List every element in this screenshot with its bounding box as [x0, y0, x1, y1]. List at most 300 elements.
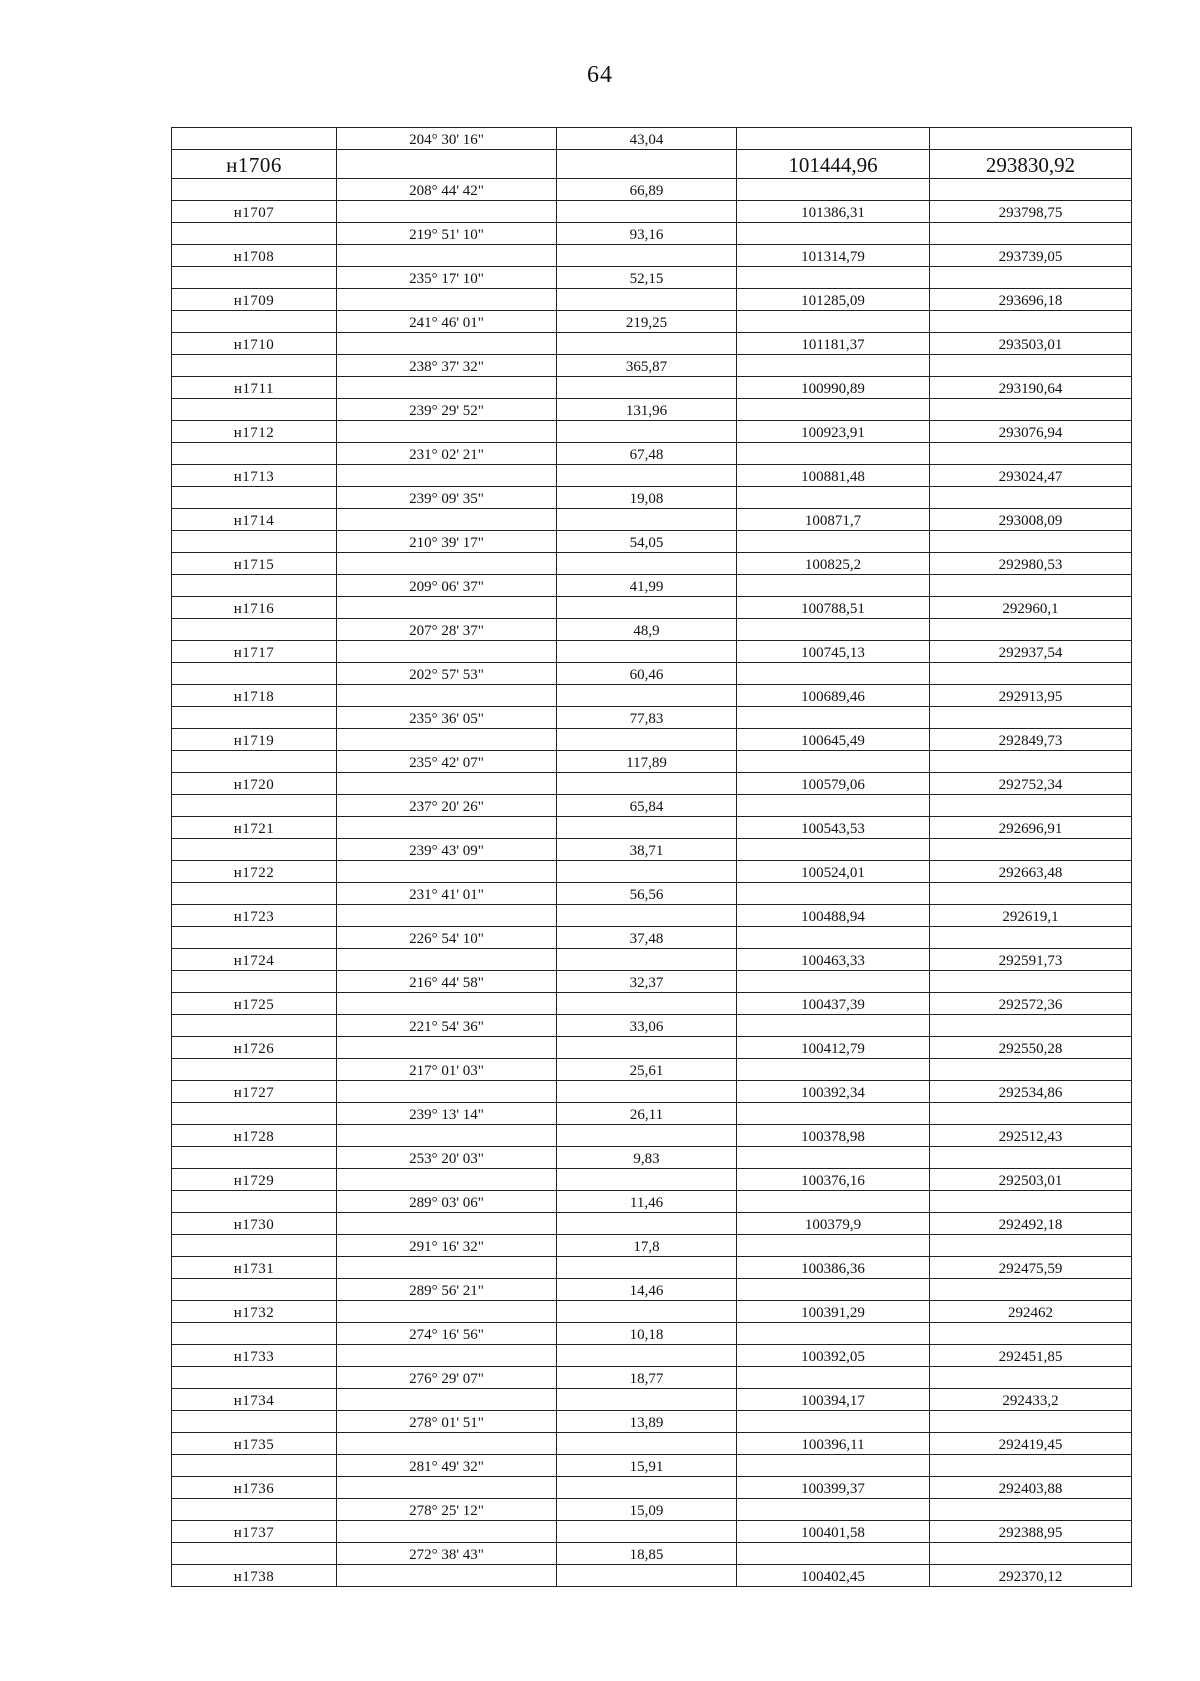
x-coordinate-cell [737, 1455, 930, 1477]
distance-cell [557, 817, 737, 839]
y-coordinate-cell [930, 1455, 1132, 1477]
angle-cell [337, 1389, 557, 1411]
x-coordinate-cell [737, 1367, 930, 1389]
y-coordinate-cell: 293076,94 [930, 421, 1132, 443]
distance-cell: 117,89 [557, 751, 737, 773]
x-coordinate-cell [737, 663, 930, 685]
angle-cell: 291° 16' 32" [337, 1235, 557, 1257]
x-coordinate-cell [737, 575, 930, 597]
table-row [172, 795, 1132, 817]
distance-cell [557, 1389, 737, 1411]
point-cell [172, 1367, 337, 1389]
y-coordinate-cell [930, 1543, 1132, 1565]
point-cell: н1738 [172, 1565, 337, 1587]
distance-cell [557, 150, 737, 179]
point-cell: н1735 [172, 1433, 337, 1455]
point-cell [172, 1279, 337, 1301]
point-cell [172, 839, 337, 861]
x-coordinate-cell: 101444,96 [737, 150, 930, 179]
point-cell [172, 1411, 337, 1433]
distance-cell: 17,8 [557, 1235, 737, 1257]
x-coordinate-cell [737, 267, 930, 289]
y-coordinate-cell [930, 223, 1132, 245]
x-coordinate-cell: 100463,33 [737, 949, 930, 971]
angle-cell [337, 289, 557, 311]
y-coordinate-cell: 292960,1 [930, 597, 1132, 619]
distance-cell [557, 1433, 737, 1455]
angle-cell: 208° 44' 42" [337, 179, 557, 201]
y-coordinate-cell [930, 1323, 1132, 1345]
table-row [172, 355, 1132, 377]
angle-cell: 278° 25' 12" [337, 1499, 557, 1521]
table-row [172, 685, 1132, 707]
distance-cell [557, 1257, 737, 1279]
distance-cell: 18,85 [557, 1543, 737, 1565]
angle-cell: 239° 09' 35" [337, 487, 557, 509]
table-row [172, 1235, 1132, 1257]
y-coordinate-cell: 292550,28 [930, 1037, 1132, 1059]
y-coordinate-cell: 292503,01 [930, 1169, 1132, 1191]
y-coordinate-cell: 292419,45 [930, 1433, 1132, 1455]
angle-cell: 207° 28' 37" [337, 619, 557, 641]
angle-cell [337, 333, 557, 355]
angle-cell [337, 1257, 557, 1279]
distance-cell [557, 1565, 737, 1587]
table-row [172, 1147, 1132, 1169]
angle-cell: 235° 17' 10" [337, 267, 557, 289]
y-coordinate-cell: 293739,05 [930, 245, 1132, 267]
y-coordinate-cell [930, 1367, 1132, 1389]
distance-cell: 219,25 [557, 311, 737, 333]
point-cell [172, 487, 337, 509]
x-coordinate-cell: 100871,7 [737, 509, 930, 531]
y-coordinate-cell [930, 179, 1132, 201]
table-row [172, 641, 1132, 663]
y-coordinate-cell [930, 1103, 1132, 1125]
angle-cell [337, 949, 557, 971]
distance-cell [557, 1169, 737, 1191]
y-coordinate-cell: 292462 [930, 1301, 1132, 1323]
x-coordinate-cell: 100399,37 [737, 1477, 930, 1499]
x-coordinate-cell: 100376,16 [737, 1169, 930, 1191]
x-coordinate-cell: 100579,06 [737, 773, 930, 795]
table-row [172, 179, 1132, 201]
angle-cell [337, 1301, 557, 1323]
x-coordinate-cell [737, 311, 930, 333]
table-row [172, 949, 1132, 971]
angle-cell: 278° 01' 51" [337, 1411, 557, 1433]
angle-cell [337, 553, 557, 575]
point-cell [172, 619, 337, 641]
y-coordinate-cell: 292534,86 [930, 1081, 1132, 1103]
angle-cell [337, 729, 557, 751]
distance-cell [557, 245, 737, 267]
y-coordinate-cell [930, 751, 1132, 773]
x-coordinate-cell: 100990,89 [737, 377, 930, 399]
distance-cell [557, 685, 737, 707]
table-row [172, 245, 1132, 267]
point-cell: н1720 [172, 773, 337, 795]
distance-cell [557, 1125, 737, 1147]
x-coordinate-cell [737, 707, 930, 729]
y-coordinate-cell [930, 707, 1132, 729]
angle-cell: 289° 56' 21" [337, 1279, 557, 1301]
y-coordinate-cell: 293830,92 [930, 150, 1132, 179]
y-coordinate-cell [930, 1499, 1132, 1521]
point-cell: н1732 [172, 1301, 337, 1323]
x-coordinate-cell [737, 531, 930, 553]
point-cell: н1724 [172, 949, 337, 971]
x-coordinate-cell: 100543,53 [737, 817, 930, 839]
y-coordinate-cell [930, 355, 1132, 377]
distance-cell: 43,04 [557, 128, 737, 150]
table-row [172, 729, 1132, 751]
point-cell: н1707 [172, 201, 337, 223]
angle-cell: 217° 01' 03" [337, 1059, 557, 1081]
distance-cell: 65,84 [557, 795, 737, 817]
table-row [172, 1279, 1132, 1301]
point-cell [172, 128, 337, 150]
y-coordinate-cell [930, 839, 1132, 861]
angle-cell [337, 597, 557, 619]
x-coordinate-cell [737, 399, 930, 421]
table-row [172, 1125, 1132, 1147]
point-cell [172, 883, 337, 905]
y-coordinate-cell [930, 1191, 1132, 1213]
y-coordinate-cell [930, 487, 1132, 509]
angle-cell [337, 685, 557, 707]
point-cell [172, 927, 337, 949]
y-coordinate-cell [930, 795, 1132, 817]
distance-cell [557, 421, 737, 443]
y-coordinate-cell: 292388,95 [930, 1521, 1132, 1543]
x-coordinate-cell: 100402,45 [737, 1565, 930, 1587]
x-coordinate-cell [737, 355, 930, 377]
angle-cell: 209° 06' 37" [337, 575, 557, 597]
angle-cell: 231° 02' 21" [337, 443, 557, 465]
point-cell: н1727 [172, 1081, 337, 1103]
x-coordinate-cell [737, 1015, 930, 1037]
y-coordinate-cell: 292403,88 [930, 1477, 1132, 1499]
point-cell [172, 795, 337, 817]
distance-cell: 15,09 [557, 1499, 737, 1521]
y-coordinate-cell: 292492,18 [930, 1213, 1132, 1235]
table-row [172, 443, 1132, 465]
table-row [172, 1213, 1132, 1235]
point-cell: н1728 [172, 1125, 337, 1147]
distance-cell [557, 1213, 737, 1235]
distance-cell: 18,77 [557, 1367, 737, 1389]
x-coordinate-cell [737, 1411, 930, 1433]
angle-cell: 202° 57' 53" [337, 663, 557, 685]
y-coordinate-cell: 293024,47 [930, 465, 1132, 487]
x-coordinate-cell: 100524,01 [737, 861, 930, 883]
x-coordinate-cell: 100881,48 [737, 465, 930, 487]
table-row [172, 663, 1132, 685]
y-coordinate-cell [930, 663, 1132, 685]
point-cell: н1730 [172, 1213, 337, 1235]
table-row [172, 927, 1132, 949]
table-row [172, 311, 1132, 333]
table-row [172, 1367, 1132, 1389]
x-coordinate-cell [737, 795, 930, 817]
x-coordinate-cell: 100488,94 [737, 905, 930, 927]
angle-cell: 210° 39' 17" [337, 531, 557, 553]
x-coordinate-cell [737, 128, 930, 150]
point-cell: н1712 [172, 421, 337, 443]
table-row [172, 905, 1132, 927]
distance-cell: 9,83 [557, 1147, 737, 1169]
table-row [172, 993, 1132, 1015]
angle-cell: 253° 20' 03" [337, 1147, 557, 1169]
angle-cell: 216° 44' 58" [337, 971, 557, 993]
table-row [172, 839, 1132, 861]
y-coordinate-cell: 292370,12 [930, 1565, 1132, 1587]
x-coordinate-cell [737, 971, 930, 993]
angle-cell: 219° 51' 10" [337, 223, 557, 245]
point-cell: н1717 [172, 641, 337, 663]
point-cell [172, 1323, 337, 1345]
point-cell: н1722 [172, 861, 337, 883]
table-row [172, 1455, 1132, 1477]
point-cell: н1733 [172, 1345, 337, 1367]
distance-cell: 365,87 [557, 355, 737, 377]
y-coordinate-cell: 292663,48 [930, 861, 1132, 883]
distance-cell [557, 905, 737, 927]
table-row [172, 773, 1132, 795]
y-coordinate-cell: 292572,36 [930, 993, 1132, 1015]
distance-cell: 10,18 [557, 1323, 737, 1345]
distance-cell [557, 773, 737, 795]
angle-cell [337, 1125, 557, 1147]
point-cell: н1716 [172, 597, 337, 619]
x-coordinate-cell: 100645,49 [737, 729, 930, 751]
table-row [172, 707, 1132, 729]
table-row [172, 201, 1132, 223]
x-coordinate-cell: 100437,39 [737, 993, 930, 1015]
distance-cell: 52,15 [557, 267, 737, 289]
point-cell: н1718 [172, 685, 337, 707]
angle-cell [337, 1565, 557, 1587]
x-coordinate-cell: 100689,46 [737, 685, 930, 707]
y-coordinate-cell [930, 1059, 1132, 1081]
table-row [172, 128, 1132, 150]
distance-cell [557, 1477, 737, 1499]
point-cell [172, 1147, 337, 1169]
table-row [172, 465, 1132, 487]
x-coordinate-cell [737, 619, 930, 641]
distance-cell [557, 641, 737, 663]
x-coordinate-cell: 100379,9 [737, 1213, 930, 1235]
y-coordinate-cell: 292451,85 [930, 1345, 1132, 1367]
distance-cell: 25,61 [557, 1059, 737, 1081]
point-cell: н1714 [172, 509, 337, 531]
distance-cell: 37,48 [557, 927, 737, 949]
angle-cell [337, 1521, 557, 1543]
table-row [172, 1565, 1132, 1587]
table-row [172, 1499, 1132, 1521]
table-row [172, 1323, 1132, 1345]
point-cell [172, 179, 337, 201]
point-cell [172, 751, 337, 773]
table-row [172, 1169, 1132, 1191]
distance-cell: 54,05 [557, 531, 737, 553]
point-cell: н1729 [172, 1169, 337, 1191]
x-coordinate-cell [737, 1235, 930, 1257]
x-coordinate-cell: 100923,91 [737, 421, 930, 443]
y-coordinate-cell: 292591,73 [930, 949, 1132, 971]
distance-cell [557, 465, 737, 487]
distance-cell [557, 553, 737, 575]
table-row [172, 1059, 1132, 1081]
angle-cell [337, 1345, 557, 1367]
y-coordinate-cell [930, 399, 1132, 421]
table-row [172, 150, 1132, 179]
table-row [172, 1015, 1132, 1037]
angle-cell [337, 1081, 557, 1103]
distance-cell: 66,89 [557, 179, 737, 201]
distance-cell [557, 1037, 737, 1059]
point-cell: н1710 [172, 333, 337, 355]
table-row [172, 971, 1132, 993]
table-row [172, 1037, 1132, 1059]
distance-cell: 13,89 [557, 1411, 737, 1433]
angle-cell: 274° 16' 56" [337, 1323, 557, 1345]
point-cell: н1719 [172, 729, 337, 751]
angle-cell: 239° 13' 14" [337, 1103, 557, 1125]
x-coordinate-cell: 101314,79 [737, 245, 930, 267]
table-row [172, 751, 1132, 773]
distance-cell [557, 949, 737, 971]
angle-cell [337, 245, 557, 267]
y-coordinate-cell [930, 128, 1132, 150]
distance-cell: 26,11 [557, 1103, 737, 1125]
angle-cell: 238° 37' 32" [337, 355, 557, 377]
coordinates-table [171, 127, 1132, 1587]
table-row [172, 531, 1132, 553]
y-coordinate-cell [930, 883, 1132, 905]
point-cell: н1721 [172, 817, 337, 839]
point-cell [172, 267, 337, 289]
table-row [172, 1543, 1132, 1565]
distance-cell [557, 1301, 737, 1323]
angle-cell: 204° 30' 16" [337, 128, 557, 150]
point-cell: н1736 [172, 1477, 337, 1499]
point-cell [172, 223, 337, 245]
distance-cell: 32,37 [557, 971, 737, 993]
angle-cell [337, 465, 557, 487]
table-row [172, 1411, 1132, 1433]
distance-cell: 77,83 [557, 707, 737, 729]
point-cell [172, 1499, 337, 1521]
coordinates-table-body [172, 128, 1132, 1587]
x-coordinate-cell: 101285,09 [737, 289, 930, 311]
angle-cell: 289° 03' 06" [337, 1191, 557, 1213]
x-coordinate-cell: 101386,31 [737, 201, 930, 223]
point-cell [172, 1015, 337, 1037]
angle-cell [337, 1037, 557, 1059]
table-row [172, 377, 1132, 399]
table-row [172, 267, 1132, 289]
y-coordinate-cell [930, 1279, 1132, 1301]
x-coordinate-cell [737, 1191, 930, 1213]
x-coordinate-cell: 100378,98 [737, 1125, 930, 1147]
y-coordinate-cell: 293190,64 [930, 377, 1132, 399]
table-row [172, 817, 1132, 839]
angle-cell: 237° 20' 26" [337, 795, 557, 817]
x-coordinate-cell [737, 179, 930, 201]
point-cell: н1709 [172, 289, 337, 311]
point-cell [172, 971, 337, 993]
table-row [172, 1103, 1132, 1125]
point-cell: н1715 [172, 553, 337, 575]
point-cell [172, 1059, 337, 1081]
distance-cell: 131,96 [557, 399, 737, 421]
angle-cell: 281° 49' 32" [337, 1455, 557, 1477]
table-row [172, 575, 1132, 597]
angle-cell [337, 1213, 557, 1235]
x-coordinate-cell: 100392,05 [737, 1345, 930, 1367]
angle-cell [337, 201, 557, 223]
x-coordinate-cell [737, 751, 930, 773]
distance-cell [557, 1081, 737, 1103]
angle-cell [337, 641, 557, 663]
distance-cell: 67,48 [557, 443, 737, 465]
distance-cell [557, 1345, 737, 1367]
angle-cell: 226° 54' 10" [337, 927, 557, 949]
angle-cell [337, 773, 557, 795]
y-coordinate-cell [930, 531, 1132, 553]
point-cell: н1734 [172, 1389, 337, 1411]
distance-cell [557, 1521, 737, 1543]
y-coordinate-cell: 292980,53 [930, 553, 1132, 575]
angle-cell: 235° 36' 05" [337, 707, 557, 729]
x-coordinate-cell: 100788,51 [737, 597, 930, 619]
distance-cell [557, 201, 737, 223]
angle-cell [337, 817, 557, 839]
x-coordinate-cell [737, 487, 930, 509]
x-coordinate-cell [737, 443, 930, 465]
x-coordinate-cell [737, 1147, 930, 1169]
angle-cell [337, 150, 557, 179]
x-coordinate-cell: 100396,11 [737, 1433, 930, 1455]
point-cell [172, 1455, 337, 1477]
angle-cell: 239° 29' 52" [337, 399, 557, 421]
distance-cell: 33,06 [557, 1015, 737, 1037]
angle-cell [337, 509, 557, 531]
point-cell: н1726 [172, 1037, 337, 1059]
angle-cell: 276° 29' 07" [337, 1367, 557, 1389]
angle-cell [337, 1477, 557, 1499]
y-coordinate-cell: 293008,09 [930, 509, 1132, 531]
angle-cell: 231° 41' 01" [337, 883, 557, 905]
distance-cell: 60,46 [557, 663, 737, 685]
distance-cell: 38,71 [557, 839, 737, 861]
y-coordinate-cell: 292475,59 [930, 1257, 1132, 1279]
point-cell: н1725 [172, 993, 337, 1015]
table-row [172, 1477, 1132, 1499]
point-cell [172, 1191, 337, 1213]
y-coordinate-cell [930, 575, 1132, 597]
table-row [172, 1081, 1132, 1103]
y-coordinate-cell [930, 927, 1132, 949]
y-coordinate-cell [930, 443, 1132, 465]
table-row [172, 1301, 1132, 1323]
angle-cell: 272° 38' 43" [337, 1543, 557, 1565]
distance-cell: 41,99 [557, 575, 737, 597]
x-coordinate-cell [737, 1103, 930, 1125]
table-row [172, 883, 1132, 905]
